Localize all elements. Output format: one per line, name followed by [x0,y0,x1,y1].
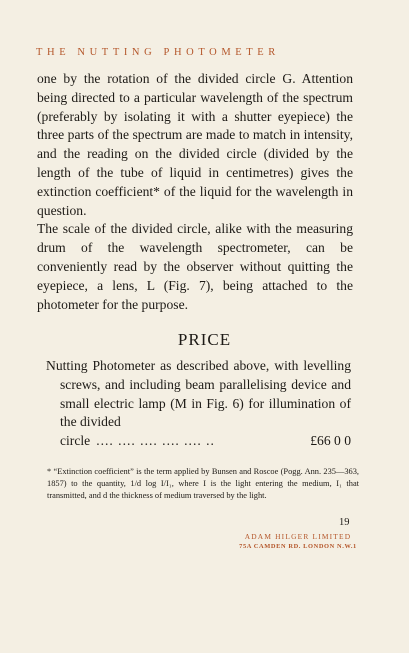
price-item [46,357,351,451]
price-heading: PRICE [177,330,232,349]
imprint-company: ADAM HILGER LIMITED [244,532,352,541]
running-head: THE NUTTING PHOTOMETER [36,47,280,58]
paragraph-2: The scale of the divided circle, alike with the measuring drum of the wavelength spectrometer, can be conveniently read by the observer without quitting the eyepiece, a lens, L (Fig. 7), being attached to the photometer for the purpose. [37,221,353,312]
price-amount: £66 0 0 [310,433,351,449]
imprint-address: 75A CAMDEN RD. LONDON N.W.1 [239,543,357,550]
footnote: * “Extinction coefficient” is the term applied by Bunsen and Roscoe (Pogg. Ann. 235—363, 1857) to the quantity, 1/d log I/I₁, where I is the light entering the medium, I₁ that transmitted, and d the thickness of medium traversed by the light. [47,467,359,500]
price-item-last-word: circle [60,433,91,449]
paragraph-1: one by the rotation of the divided circle G. Attention being directed to a particular wavelength of the spectrum (preferably by isolating it with a shutter eyepiece) the three parts of the spectrum are made to match in intensity, and the reading on the divided circle (divided by the length of the tube of liquid in centimetres) gives the extinction coefficient* of the liquid for the wavelength in question. [37,71,353,218]
publisher-imprint [228,532,368,552]
price-line [46,432,351,451]
leader-dots: .... .... .... .... .... .. [96,433,215,449]
body-text [37,70,353,314]
price-description: Nutting Photometer as described above, with levelling screws, and including beam parallelising device and small electric lamp (M in Fig. 6) for illumination of the divided [46,358,351,430]
page-number: 19 [339,517,350,528]
